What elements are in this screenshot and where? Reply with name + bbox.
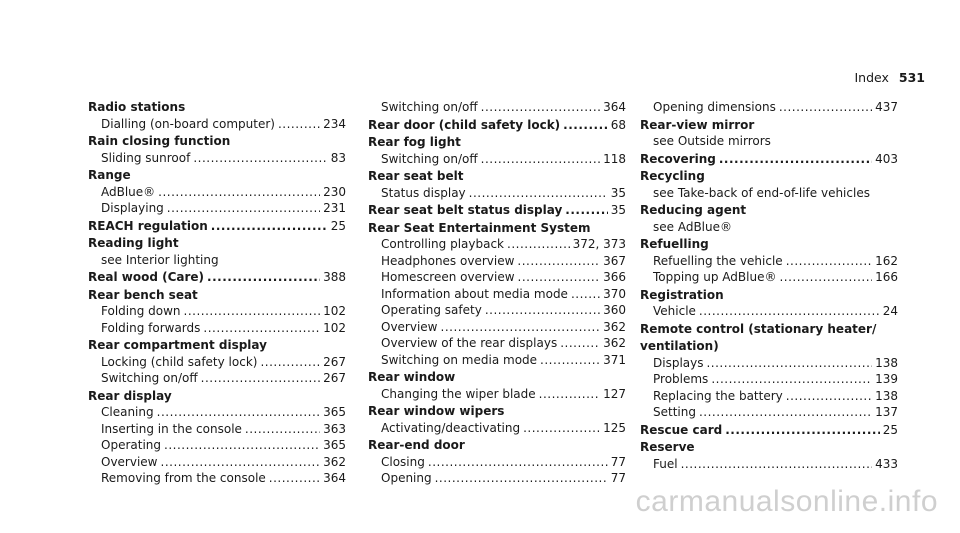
page-reference: 83 xyxy=(330,150,346,165)
index-subentry xyxy=(88,116,346,133)
index-heading xyxy=(640,236,898,253)
index-subentry xyxy=(368,236,626,253)
dot-leader xyxy=(719,151,872,168)
index-entry xyxy=(640,422,898,439)
index-entry xyxy=(368,134,626,167)
index-heading-text: Rear window wipers xyxy=(368,404,505,418)
index-subentry-text: Vehicle xyxy=(653,304,696,318)
index-entry xyxy=(88,337,346,387)
index-subentry xyxy=(368,335,626,352)
index-heading-text: Radio stations xyxy=(88,100,186,114)
page-reference: 437 xyxy=(875,100,898,114)
index-subentry xyxy=(88,200,346,217)
index-subentry-text: Sliding sunroof xyxy=(101,150,191,165)
index-subentry xyxy=(640,219,898,236)
index-subentry xyxy=(368,352,626,369)
page-reference: 362 xyxy=(603,336,626,350)
index-entry xyxy=(368,117,626,134)
index-heading xyxy=(88,218,346,235)
dot-leader xyxy=(699,404,872,421)
index-entry xyxy=(368,369,626,402)
index-heading xyxy=(368,134,626,151)
index-subentry xyxy=(88,354,346,371)
index-subentry-text: see Interior lighting xyxy=(101,252,219,267)
index-subentry-text: Displaying xyxy=(101,201,164,215)
index-subentry-text: Switching on/off xyxy=(101,371,198,385)
dot-leader xyxy=(164,437,320,454)
dot-leader xyxy=(269,470,320,487)
index-subentry-text: Overview xyxy=(101,454,158,469)
index-heading xyxy=(88,167,346,184)
index-subentry xyxy=(368,151,626,168)
index-heading xyxy=(88,133,346,150)
index-heading xyxy=(368,117,626,134)
index-subentry-text: Cleaning xyxy=(101,405,154,419)
index-entry xyxy=(88,235,346,268)
index-heading xyxy=(640,321,898,338)
index-subentry xyxy=(368,269,626,286)
index-heading xyxy=(88,269,346,286)
index-subentry xyxy=(88,437,346,454)
index-heading-text: Registration xyxy=(640,287,724,302)
index-subentry-text: see Take-back of end-of-life vehicles xyxy=(653,185,870,200)
page-reference: 371 xyxy=(603,352,626,367)
dot-leader xyxy=(779,99,872,116)
index-subentry xyxy=(88,370,346,387)
index-subentry-text: Closing xyxy=(381,454,425,469)
index-subentry xyxy=(640,371,898,388)
index-subentry-text: Topping up AdBlue® xyxy=(653,270,777,284)
dot-leader xyxy=(158,184,320,201)
index-heading-text: Reducing agent xyxy=(640,203,747,217)
index-heading-text: Real wood (Care) xyxy=(88,270,205,284)
index-subentry xyxy=(368,386,626,403)
page-reference: 364 xyxy=(603,100,626,114)
index-subentry-text: Refuelling the vehicle xyxy=(653,253,783,268)
page-reference: 234 xyxy=(323,116,346,131)
index-subentry-text: see Outside mirrors xyxy=(653,134,771,148)
page-reference: 231 xyxy=(323,201,346,215)
dot-leader xyxy=(207,269,320,286)
dot-leader xyxy=(481,151,600,168)
page-reference: 138 xyxy=(875,355,898,370)
index-entry xyxy=(640,151,898,168)
index-column-3 xyxy=(640,99,898,473)
index-heading-text: ventilation) xyxy=(640,339,719,353)
index-subentry xyxy=(368,470,626,487)
index-subentry-text: Displays xyxy=(653,355,704,370)
index-subentry-text: Controlling playback xyxy=(381,237,505,251)
index-heading-text: Reserve xyxy=(640,440,695,454)
page-reference: 370 xyxy=(603,286,626,301)
page-reference: 25 xyxy=(882,422,898,437)
dot-leader xyxy=(441,319,601,336)
index-entry xyxy=(368,437,626,487)
index-heading xyxy=(368,369,626,386)
page-reference: 364 xyxy=(323,471,346,485)
index-entry xyxy=(640,117,898,150)
index-subentry-text: Switching on media mode xyxy=(381,352,538,367)
index-subentry xyxy=(88,303,346,320)
page-reference: 365 xyxy=(323,405,346,419)
page-reference: 362 xyxy=(323,454,346,469)
dot-leader xyxy=(278,116,320,133)
index-subentry xyxy=(640,355,898,372)
page-reference: 118 xyxy=(603,151,626,166)
dot-leader xyxy=(517,253,600,270)
dot-leader xyxy=(681,456,873,473)
index-heading xyxy=(640,117,898,134)
dot-leader xyxy=(260,354,320,371)
index-heading xyxy=(368,168,626,185)
dot-leader xyxy=(428,454,608,471)
index-subentry-text: Fuel xyxy=(653,456,678,471)
dot-leader xyxy=(481,99,600,116)
index-entry xyxy=(368,99,626,116)
index-heading xyxy=(640,202,898,219)
index-entry xyxy=(368,220,626,369)
watermark: carmanualsonline.info xyxy=(635,485,938,518)
dot-leader xyxy=(167,200,320,217)
dot-leader xyxy=(786,388,872,405)
dot-leader xyxy=(469,185,608,202)
index-subentry-text: Homescreen overview xyxy=(381,270,515,284)
index-subentry xyxy=(640,404,898,421)
index-subentry-text: Opening dimensions xyxy=(653,100,776,114)
index-subentry xyxy=(368,253,626,270)
index-subentry-text: Opening xyxy=(381,471,432,485)
index-entry xyxy=(368,202,626,219)
dot-leader xyxy=(571,286,600,303)
index-subentry xyxy=(368,99,626,116)
index-subentry xyxy=(640,99,898,116)
page-header xyxy=(854,70,925,85)
index-entry xyxy=(640,321,898,338)
page-reference: 125 xyxy=(603,420,626,435)
dot-leader xyxy=(435,470,608,487)
index-heading xyxy=(88,337,346,354)
index-entry xyxy=(368,168,626,201)
index-subentry xyxy=(88,470,346,487)
index-subentry xyxy=(640,303,898,320)
page-number: 531 xyxy=(898,70,925,85)
index-subentry xyxy=(640,253,898,270)
index-entry xyxy=(88,388,346,487)
index-heading-text: Remote control (stationary heater/ xyxy=(640,321,877,336)
index-heading xyxy=(88,287,346,304)
dot-leader xyxy=(184,303,321,320)
page-reference: 433 xyxy=(875,456,898,471)
index-heading xyxy=(640,287,898,304)
dot-leader xyxy=(157,404,320,421)
page-reference: 166 xyxy=(875,270,898,284)
index-entry xyxy=(88,99,346,132)
dot-leader xyxy=(725,422,880,439)
index-subentry xyxy=(640,269,898,286)
index-subentry-text: Locking (child safety lock) xyxy=(101,354,258,369)
dot-leader xyxy=(507,236,570,253)
index-subentry xyxy=(368,319,626,336)
index-heading-text: Rear-end door xyxy=(368,438,465,452)
index-heading xyxy=(640,439,898,456)
page-reference: 230 xyxy=(323,184,346,199)
index-subentry xyxy=(640,133,898,150)
page-reference: 360 xyxy=(603,303,626,317)
page-reference: 138 xyxy=(875,388,898,403)
index-heading-text: Rear Seat Entertainment System xyxy=(368,220,591,235)
index-heading xyxy=(368,202,626,219)
index-subentry-text: Operating xyxy=(101,438,161,452)
index-subentry-text: Folding down xyxy=(101,304,181,318)
index-heading-text: Rear window xyxy=(368,370,456,384)
index-entry xyxy=(368,403,626,436)
page-reference: 77 xyxy=(610,471,626,485)
index-subentry xyxy=(368,185,626,202)
dot-leader xyxy=(539,386,600,403)
index-entry xyxy=(88,218,346,235)
dot-leader xyxy=(203,320,320,337)
index-heading-text: Range xyxy=(88,168,131,182)
index-column-2 xyxy=(368,99,626,488)
index-heading-text: Rear compartment display xyxy=(88,338,267,352)
index-subentry-text: Status display xyxy=(381,185,466,200)
index-subentry xyxy=(88,421,346,438)
index-heading-text: REACH regulation xyxy=(88,218,208,233)
index-entry xyxy=(88,269,346,286)
index-subentry-text: Changing the wiper blade xyxy=(381,386,536,401)
index-label: Index xyxy=(854,70,889,85)
page-reference: 363 xyxy=(323,421,346,436)
index-subentry xyxy=(88,320,346,337)
page-reference: 365 xyxy=(323,438,346,452)
index-subentry xyxy=(640,185,898,202)
index-entry xyxy=(88,133,346,166)
index-heading-text: Rear fog light xyxy=(368,135,461,149)
page-reference: 137 xyxy=(875,405,898,419)
index-heading-text: Rescue card xyxy=(640,422,723,437)
index-heading-text: Rear seat belt status display xyxy=(368,203,563,217)
dot-leader xyxy=(540,352,600,369)
index-subentry xyxy=(368,420,626,437)
dot-leader xyxy=(485,302,600,319)
page-reference: 127 xyxy=(603,386,626,401)
page-reference: 35 xyxy=(610,185,626,200)
dot-leader xyxy=(518,269,601,286)
index-subentry xyxy=(368,286,626,303)
index-subentry-text: Replacing the battery xyxy=(653,388,783,403)
index-entry xyxy=(640,168,898,201)
index-subentry xyxy=(368,302,626,319)
index-heading-text: Recycling xyxy=(640,169,705,183)
index-subentry-text: Setting xyxy=(653,405,696,419)
index-heading-text: Rear door (child safety lock) xyxy=(368,117,561,132)
page-reference: 77 xyxy=(610,454,626,469)
index-heading xyxy=(368,437,626,454)
dot-leader xyxy=(565,202,607,219)
index-entry xyxy=(640,439,898,472)
index-subentry-text: see AdBlue® xyxy=(653,219,733,234)
index-heading xyxy=(88,99,346,116)
index-heading xyxy=(88,388,346,405)
dot-leader xyxy=(563,117,608,134)
dot-leader xyxy=(201,370,320,387)
page-reference: 267 xyxy=(323,371,346,385)
page-reference: 403 xyxy=(875,151,898,166)
index-subentry xyxy=(368,454,626,471)
index-subentry-text: Overview xyxy=(381,319,438,334)
index-heading-text: Reading light xyxy=(88,236,179,250)
page-reference: 388 xyxy=(323,270,346,284)
index-subentry-text: Folding forwards xyxy=(101,320,201,335)
index-heading xyxy=(368,403,626,420)
index-subentry xyxy=(88,150,346,167)
index-subentry-text: Activating/deactivating xyxy=(381,420,521,435)
page-reference: 102 xyxy=(323,320,346,335)
index-subentry xyxy=(640,388,898,405)
index-subentry-text: Inserting in the console xyxy=(101,421,242,436)
index-entry xyxy=(88,287,346,337)
index-subentry-text: Operating safety xyxy=(381,303,482,317)
page-reference: 139 xyxy=(875,372,898,386)
index-heading xyxy=(640,168,898,185)
index-entry xyxy=(640,99,898,116)
dot-leader xyxy=(560,335,600,352)
index-column-1 xyxy=(88,99,346,488)
index-subentry-text: Problems xyxy=(653,372,709,386)
index-heading xyxy=(88,235,346,252)
index-subentry-text: Switching on/off xyxy=(381,151,478,166)
index-heading-text: Rear bench seat xyxy=(88,287,198,302)
page-reference: 35 xyxy=(610,203,626,217)
index-subentry xyxy=(88,184,346,201)
index-subentry xyxy=(88,252,346,269)
index-heading-text: Rain closing function xyxy=(88,134,231,148)
page-reference: 372, 373 xyxy=(572,237,626,251)
page-reference: 367 xyxy=(603,253,626,268)
index-subentry-text: Information about media mode xyxy=(381,286,568,301)
index-heading-text: Rear seat belt xyxy=(368,169,464,183)
dot-leader xyxy=(706,355,872,372)
index-heading xyxy=(640,422,898,439)
index-subentry-text: Removing from the console xyxy=(101,471,266,485)
page-reference: 267 xyxy=(323,354,346,369)
page-reference: 366 xyxy=(603,270,626,284)
index-entry xyxy=(640,338,898,421)
index-subentry-text: Dialling (on-board computer) xyxy=(101,116,275,131)
index-subentry xyxy=(640,456,898,473)
index-subentry-text: Switching on/off xyxy=(381,100,478,114)
dot-leader xyxy=(523,420,600,437)
index-heading xyxy=(368,220,626,237)
index-subentry-text: AdBlue® xyxy=(101,184,156,199)
index-subentry-text: Headphones overview xyxy=(381,253,515,268)
dot-leader xyxy=(699,303,880,320)
index-heading xyxy=(640,151,898,168)
dot-leader xyxy=(779,269,872,286)
index-subentry xyxy=(88,404,346,421)
index-heading-text: Rear display xyxy=(88,388,172,403)
dot-leader xyxy=(211,218,328,235)
page-reference: 362 xyxy=(603,319,626,334)
index-subentry-text: Overview of the rear displays xyxy=(381,336,558,350)
dot-leader xyxy=(245,421,320,438)
page-reference: 24 xyxy=(882,304,898,318)
page-reference: 25 xyxy=(330,218,346,233)
index-entry xyxy=(640,202,898,235)
index-subentry xyxy=(88,454,346,471)
index-heading-text: Recovering xyxy=(640,151,716,166)
dot-leader xyxy=(711,371,872,388)
index-entry xyxy=(88,167,346,217)
index-heading-text: Rear-view mirror xyxy=(640,117,755,132)
index-entry xyxy=(640,287,898,320)
dot-leader xyxy=(161,454,321,471)
page-reference: 102 xyxy=(323,304,346,318)
index-entry xyxy=(640,236,898,286)
page-reference: 162 xyxy=(875,253,898,268)
page-reference: 68 xyxy=(610,117,626,132)
dot-leader xyxy=(786,253,872,270)
index-heading xyxy=(640,338,898,355)
dot-leader xyxy=(193,150,327,167)
index-heading-text: Refuelling xyxy=(640,237,709,251)
